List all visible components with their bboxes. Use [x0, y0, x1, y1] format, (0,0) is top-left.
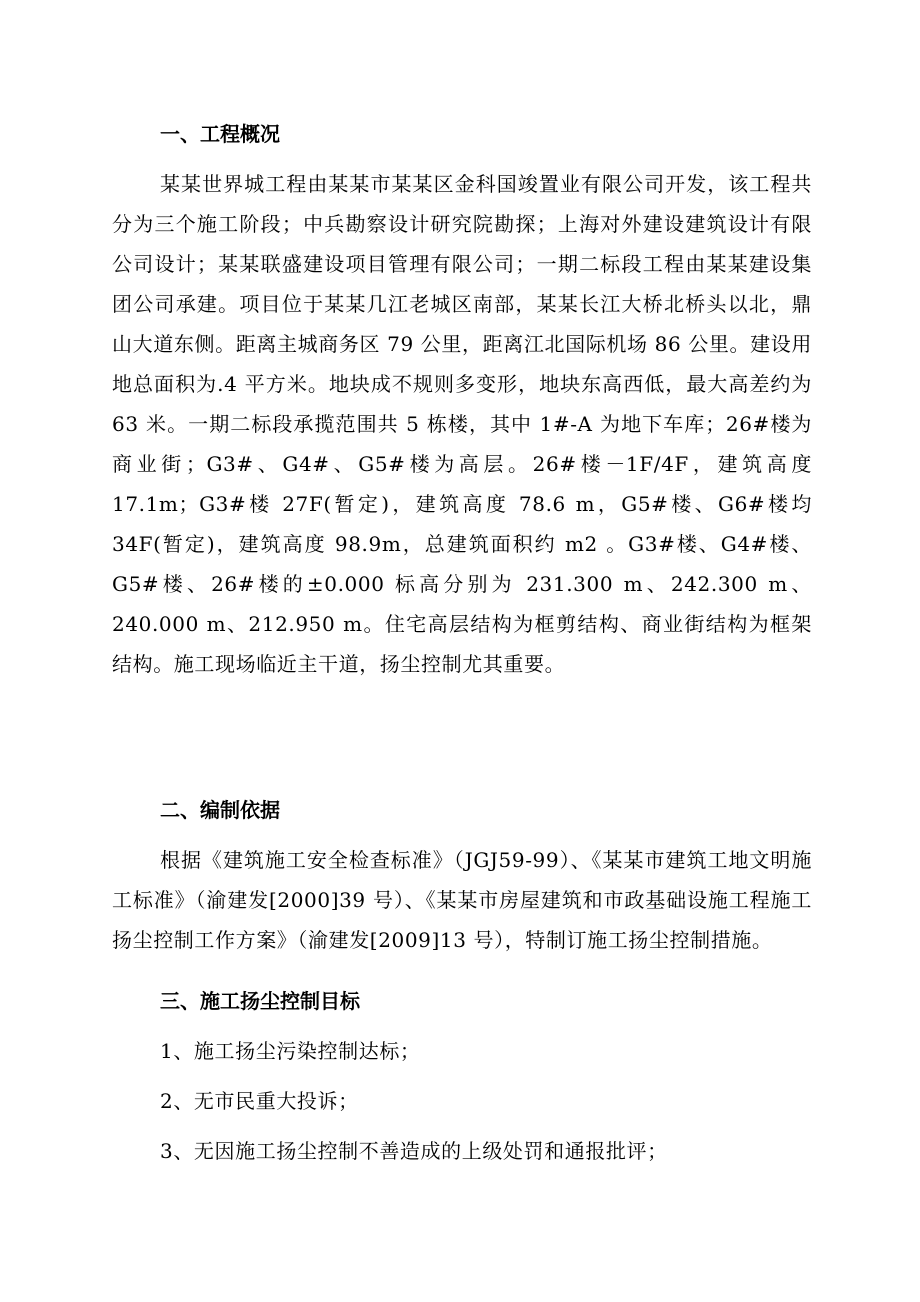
- section-heading-targets: 三、施工扬尘控制目标: [160, 989, 360, 1013]
- target-item: 2、无市民重大投诉；: [160, 1089, 359, 1113]
- section-heading-basis: 二、编制依据: [160, 798, 280, 822]
- section-body-basis: [112, 840, 812, 960]
- section-heading-overview: 一、工程概况: [160, 122, 280, 146]
- paragraph-overview: 某某世界城工程由某某市某某区金科国竣置业有限公司开发，该工程共分为三个施工阶段；中兵勘察设计研究院勘探；上海对外建设建筑设计有限公司设计；某某联盛建设项目管理有限公司；一期二标段工程由某某建设集团公司承建。项目位于某某几江老城区南部，某某长江大桥北桥头以北，鼎山大道东侧。距离主城商务区 79 公里，距离江北国际机场 86 公里。建设用地总面积为.4 平方米。地块成不规则多变形，地块东高西低，最大高差约为 63 米。一期二标段承揽范围共 5 栋楼，其中 1#-A 为地下车库；26#楼为商业街；G3#、G4#、G5#楼为高层。26#楼－1F/4F，建筑高度 17.1m；G3#楼 27F(暂定)，建筑高度 78.6 m，G5#楼、G6#楼均 34F(暂定)，建筑高度 98.9m，总建筑面积约 m2 。G3#楼、G4#楼、G5#楼、26#楼的±0.000 标高分别为 231.300 m、242.300 m、240.000 m、212.950 m。住宅高层结构为框剪结构、商业街结构为框架结构。施工现场临近主干道，扬尘控制尤其重要。: [112, 172, 812, 676]
- target-item: 3、无因施工扬尘控制不善造成的上级处罚和通报批评；: [160, 1139, 668, 1163]
- target-item: 1、施工扬尘污染控制达标；: [160, 1039, 421, 1063]
- section-body-overview: [112, 164, 812, 684]
- paragraph-basis: 根据《建筑施工安全检查标准》（JGJ59-99）、《某某市建筑工地文明施工标准》（渝建发[2000]39 号）、《某某市房屋建筑和市政基础设施工程施工扬尘控制工作方案》（渝建发[2009]13 号），特制订施工扬尘控制措施。: [112, 848, 812, 952]
